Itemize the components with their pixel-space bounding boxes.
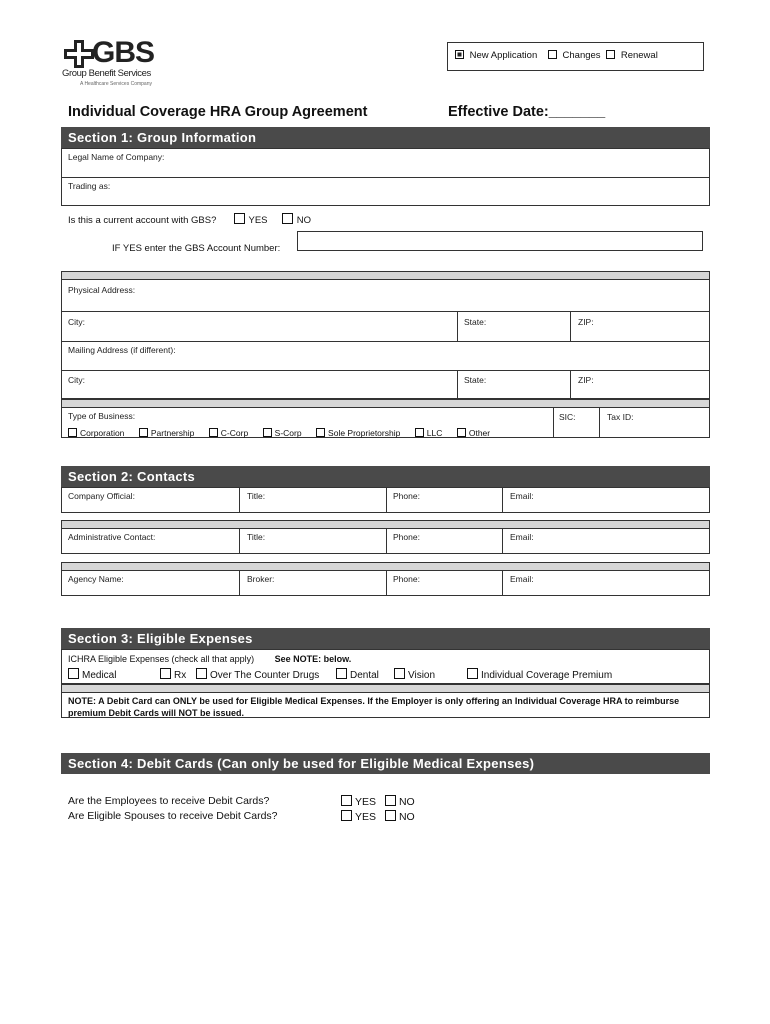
rx-checkbox[interactable]	[160, 668, 171, 679]
agency-name-label: Agency Name:	[68, 574, 124, 584]
spouses-debit-options	[341, 810, 415, 823]
effective-date: Effective Date:_______	[448, 104, 606, 120]
physical-address-label: Physical Address:	[68, 285, 136, 295]
corporation-label: Corporation	[80, 428, 125, 438]
contact-row-admin	[61, 528, 710, 554]
llc-checkbox[interactable]	[415, 428, 424, 437]
partnership-label: Partnership	[150, 428, 195, 438]
mailing-city-label: City:	[68, 375, 85, 385]
dental-checkbox[interactable]	[336, 668, 347, 679]
other-checkbox[interactable]	[457, 428, 466, 437]
sic-label: SIC:	[559, 412, 576, 422]
spouses-yes-label: YES	[355, 811, 377, 823]
application-type-box	[447, 42, 704, 71]
renewal-checkbox[interactable]	[606, 50, 615, 59]
eligible-expenses-box	[61, 649, 710, 684]
see-note-label: See NOTE: below.	[274, 654, 352, 664]
zip-label: ZIP:	[578, 317, 594, 327]
type-of-business-label: Type of Business:	[68, 411, 136, 421]
gbs-cross-icon	[64, 40, 94, 68]
current-account-question: Is this a current account with GBS?	[68, 215, 217, 226]
admin-email-label: Email:	[510, 532, 534, 542]
llc-label: LLC	[426, 428, 443, 438]
account-number-input[interactable]	[297, 231, 703, 251]
mailing-address-label: Mailing Address (if different):	[68, 345, 176, 355]
rx-label: Rx	[174, 670, 187, 681]
renewal-label: Renewal	[620, 50, 658, 61]
eligible-expenses-intro: ICHRA Eligible Expenses (check all that apply)	[68, 654, 255, 664]
c-corp-checkbox[interactable]	[209, 428, 218, 437]
section4-header: Section 4: Debit Cards (Can only be used for Eligible Medical Expenses)	[61, 753, 710, 774]
current-account-no-checkbox[interactable]	[282, 213, 293, 224]
section1-name-box	[61, 148, 710, 206]
official-title-label: Title:	[247, 491, 266, 501]
current-account-no-label: NO	[296, 215, 312, 226]
individual-coverage-premium-checkbox[interactable]	[467, 668, 478, 679]
current-account-yes-checkbox[interactable]	[234, 213, 245, 224]
employees-yes-label: YES	[355, 796, 377, 808]
business-type-box	[61, 407, 710, 438]
admin-contact-label: Administrative Contact:	[68, 532, 156, 542]
sole-proprietorship-checkbox[interactable]	[316, 428, 325, 437]
company-official-label: Company Official:	[68, 491, 135, 501]
eligible-expenses-options	[68, 668, 708, 680]
spouses-debit-question: Are Eligible Spouses to receive Debit Cards?	[68, 810, 278, 822]
page-title: Individual Coverage HRA Group Agreement	[68, 104, 368, 120]
trading-as-label: Trading as:	[68, 181, 111, 191]
agency-phone-label: Phone:	[393, 574, 420, 584]
mailing-state-label: State:	[464, 375, 487, 385]
logo-tagline: A Healthcare Services Company	[80, 81, 152, 87]
s-corp-checkbox[interactable]	[263, 428, 272, 437]
mailing-zip-label: ZIP:	[578, 375, 594, 385]
spouses-no-label: NO	[398, 811, 415, 823]
logo-mark: GBS	[92, 36, 155, 69]
contact-row-official	[61, 487, 710, 513]
official-phone-label: Phone:	[393, 491, 420, 501]
state-label: State:	[464, 317, 487, 327]
official-email-label: Email:	[510, 491, 534, 501]
agency-email-label: Email:	[510, 574, 534, 584]
new-application-label: New Application	[469, 50, 538, 61]
employees-no-label: NO	[398, 796, 415, 808]
legal-name-label: Legal Name of Company:	[68, 152, 165, 162]
employees-debit-question: Are the Employees to receive Debit Cards?	[68, 795, 270, 807]
medical-label: Medical	[82, 670, 117, 681]
employees-no-checkbox[interactable]	[385, 795, 396, 806]
vision-label: Vision	[408, 670, 436, 681]
address-box	[61, 279, 710, 399]
individual-coverage-premium-label: Individual Coverage Premium	[481, 670, 613, 681]
logo-name: Group Benefit Services	[62, 68, 151, 79]
admin-phone-label: Phone:	[393, 532, 420, 542]
c-corp-label: C-Corp	[220, 428, 249, 438]
vision-checkbox[interactable]	[394, 668, 405, 679]
business-type-options	[68, 423, 500, 441]
section3-header: Section 3: Eligible Expenses	[61, 628, 710, 649]
debit-card-note-box	[61, 692, 710, 718]
employees-yes-checkbox[interactable]	[341, 795, 352, 806]
current-account-row	[68, 213, 311, 226]
current-account-yes-label: YES	[248, 215, 268, 226]
company-logo	[62, 38, 182, 93]
otc-drugs-label: Over The Counter Drugs	[210, 670, 320, 681]
account-number-label: IF YES enter the GBS Account Number:	[112, 243, 281, 254]
dental-label: Dental	[350, 670, 379, 681]
changes-label: Changes	[562, 50, 601, 61]
new-application-checkbox[interactable]	[455, 50, 464, 59]
section2-header: Section 2: Contacts	[61, 466, 710, 487]
broker-label: Broker:	[247, 574, 275, 584]
partnership-checkbox[interactable]	[139, 428, 148, 437]
otc-drugs-checkbox[interactable]	[196, 668, 207, 679]
other-label: Other	[468, 428, 491, 438]
s-corp-label: S-Corp	[274, 428, 302, 438]
debit-card-note: NOTE: A Debit Card can ONLY be used for Eligible Medical Expenses. If the Employer is only offering an Individual Coverage HRA to reimburse premium Debit Cards will NOT be issued.	[68, 696, 680, 718]
medical-checkbox[interactable]	[68, 668, 79, 679]
corporation-checkbox[interactable]	[68, 428, 77, 437]
section1-header: Section 1: Group Information	[61, 127, 710, 148]
employees-debit-options	[341, 795, 415, 808]
changes-checkbox[interactable]	[548, 50, 557, 59]
city-label: City:	[68, 317, 85, 327]
contact-row-agency	[61, 570, 710, 596]
tax-id-label: Tax ID:	[607, 412, 634, 422]
sole-proprietorship-label: Sole Proprietorship	[328, 428, 401, 438]
spouses-yes-checkbox[interactable]	[341, 810, 352, 821]
spouses-no-checkbox[interactable]	[385, 810, 396, 821]
admin-title-label: Title:	[247, 532, 266, 542]
